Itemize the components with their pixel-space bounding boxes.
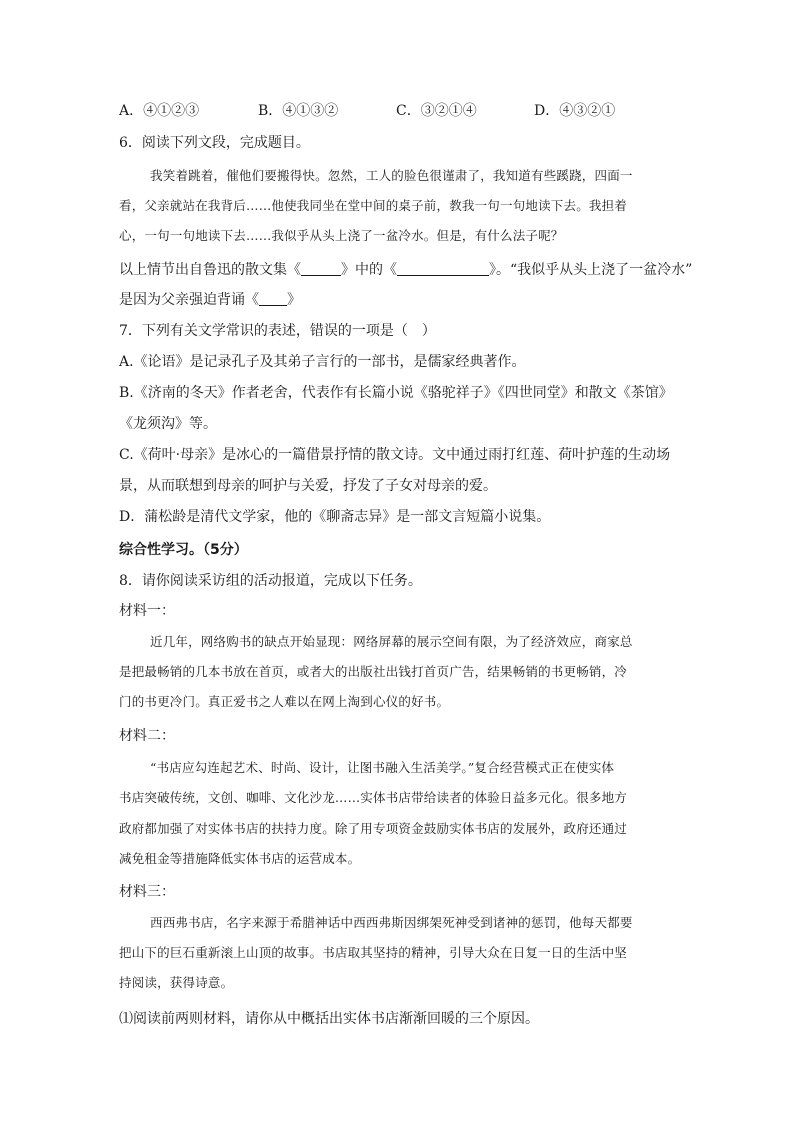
material-3-line: 把山下的巨石重新滚上山顶的故事。书店取其坚持的精神，引导大众在日复一日的生活中坚	[119, 945, 628, 960]
material-2-line: 减免租金等措施降低实体书店的运营成本。	[119, 851, 361, 866]
q5-option-b: B．④①③②	[258, 103, 339, 119]
material-1-line: 是把最畅销的几本书放在首页，或者大的出版社出钱打首页广告，结果畅销的书更畅销，冷	[119, 664, 628, 679]
answer-blank[interactable]	[301, 263, 341, 276]
q6-fill-line-2	[119, 293, 301, 307]
q7-option-line: 景，从而联想到母亲的呵护与关爱，抒发了子女对母亲的爱。	[119, 478, 497, 494]
q6-fill-text: 以上情节出自鲁迅的散文集《	[119, 262, 301, 278]
q8-task-1: ⑴阅读前两则材料，请你从中概括出实体书店渐渐回暖的三个原因。	[119, 1011, 539, 1027]
material-2-label: 材料二：	[119, 728, 175, 744]
material-2-line: 政府都加强了对实体书店的扶持力度。除了用专项资金鼓励实体书店的发展外，政府还通过	[119, 821, 628, 836]
q7-option-line: D．蒲松龄是清代文学家，他的《聊斋志异》是一部文言短篇小说集。	[119, 509, 551, 525]
q6-passage-line: 看，父亲就站在我背后……他使我同坐在堂中间的桌子前，教我一句一句地读下去。我担着	[119, 198, 628, 213]
section-title: 综合性学习。（5分）	[119, 542, 248, 558]
q6-passage-line: 我笑着跳着，催他们要搬得快。忽然，工人的脸色很谨肃了，我知道有些蹊跷，四面一	[150, 168, 633, 183]
q6-fill-text: 》。“我似乎从头上浇了一盆冷水”	[489, 262, 693, 278]
q7-stem: 7．下列有关文学常识的表述，错误的一项是（ ）	[119, 323, 436, 339]
material-1-label: 材料一：	[119, 603, 175, 619]
q6-fill-text: 》中的《	[341, 262, 397, 278]
material-1-line: 门的书更冷门。真正爱书之人难以在网上淘到心仪的好书。	[119, 694, 450, 709]
q5-option-c: C．③②①④	[396, 103, 477, 119]
q6-passage-line: 心，一句一句地读下去……我似乎从头上浇了一盆冷水。但是，有什么法子呢？	[119, 228, 564, 243]
material-3-line: 西西弗书店，名字来源于希腊神话中西西弗斯因绑架死神受到诸神的惩罚，他每天都要	[150, 915, 633, 930]
q6-fill-text: 是因为父亲强迫背诵《	[119, 292, 259, 308]
material-2-line: 书店突破传统，文创、咖啡、文化沙龙……实体书店带给读者的体验日益多元化。很多地方	[119, 790, 628, 805]
answer-blank[interactable]	[259, 293, 287, 306]
q5-option-a: A．④①②③	[119, 103, 200, 119]
answer-blank[interactable]	[397, 263, 489, 276]
q5-option-d: D．④③②①	[534, 103, 616, 119]
q7-option-line: B.《济南的冬天》作者老舍，代表作有长篇小说《骆驼祥子》《四世同堂》和散文《茶馆》	[119, 385, 673, 401]
material-1-line: 近几年，网络购书的缺点开始显现：网络屏幕的展示空间有限，为了经济效应，商家总	[150, 634, 633, 649]
material-2-line: “书店应勾连起艺术、时尚、设计，让图书融入生活美学。”复合经营模式正在使实体	[150, 760, 615, 775]
q7-option-line: 《龙须沟》等。	[119, 416, 217, 432]
q6-stem: 6．阅读下列文段，完成题目。	[119, 135, 310, 151]
material-3-label: 材料三：	[119, 884, 175, 900]
q6-fill-text: 》	[287, 292, 301, 308]
q7-option-line: C.《荷叶·母亲》是冰心的一篇借景抒情的散文诗。文中通过雨打红莲、荷叶护莲的生动场	[119, 447, 671, 463]
q8-stem: 8．请你阅读采访组的活动报道，完成以下任务。	[119, 573, 422, 589]
q7-option-line: A.《论语》是记录孔子及其弟子言行的一部书，是儒家经典著作。	[119, 354, 526, 370]
q6-fill-line-1	[119, 263, 692, 277]
material-3-line: 持阅读，获得诗意。	[119, 975, 234, 990]
